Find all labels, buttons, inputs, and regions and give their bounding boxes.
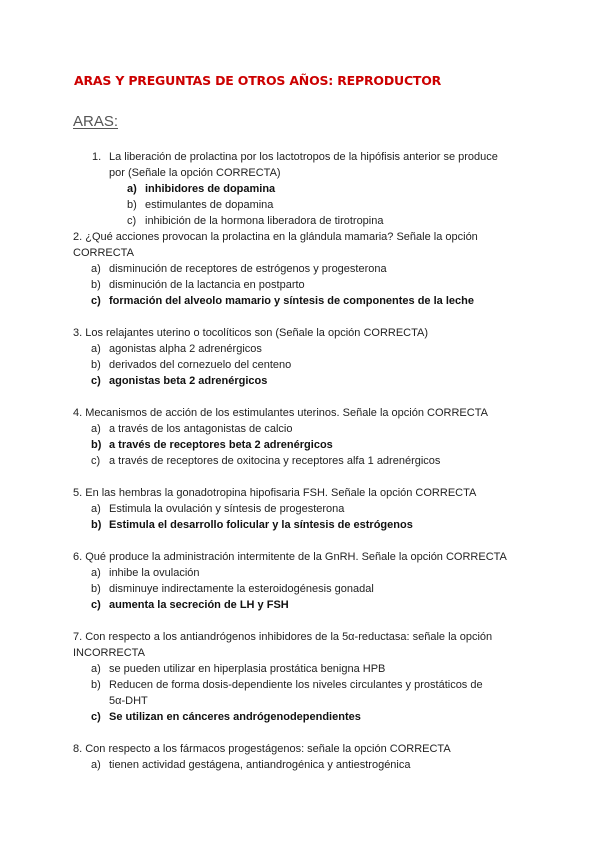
question-text: CORRECTA [73,247,134,259]
question-text: 2. ¿Qué acciones provocan la prolactina en la glándula mamaria? Señale la opción [73,231,478,243]
option-text: inhibición de la hormona liberadora de tirotropina [145,215,384,227]
option-letter: a) [91,663,101,675]
question-4 [73,405,488,421]
option-letter: c) [127,215,137,227]
option-letter: a) [91,423,101,435]
question-5 [73,485,476,501]
option-text: derivados del cornezuelo del centeno [109,359,292,371]
option-letter: c) [91,455,101,467]
question-8 [73,741,451,757]
option-text: estimulantes de dopamina [145,199,274,211]
question-text: La liberación de prolactina por los lactotropos de la hipófisis anterior se produce [109,151,498,163]
option-text: agonistas alpha 2 adrenérgicos [109,343,262,355]
question-text: 5. En las hembras la gonadotropina hipofisaria FSH. Señale la opción CORRECTA [73,487,477,499]
option-letter: b) [91,359,101,371]
option-text: inhibidores de dopamina [145,183,276,195]
option-text: a través de los antagonistas de calcio [109,423,293,435]
option-text: inhibe la ovulación [109,567,200,579]
option-letter: c) [91,599,101,611]
question-text: 6. Qué produce la administración intermitente de la GnRH. Señale la opción CORRECTA [73,551,507,563]
option-letter: a) [127,183,137,195]
option-text: Reducen de forma dosis-dependiente los niveles circulantes y prostáticos de [109,679,483,691]
question-number: 1. [92,151,102,163]
option-letter: c) [91,375,101,387]
option-letter: b) [91,519,102,531]
option-letter: b) [91,583,101,595]
option-letter: b) [91,679,101,691]
option-letter: a) [91,759,101,771]
option-text: se pueden utilizar en hiperplasia prostática benigna HPB [109,663,386,675]
question-text: 4. Mecanismos de acción de los estimulantes uterinos. Señale la opción CORRECTA [73,407,488,419]
question-text: 3. Los relajantes uterino o tocolíticos son (Señale la opción CORRECTA) [73,327,429,339]
option-text: disminuye indirectamente la esteroidogénesis gonadal [109,583,374,595]
option-letter: c) [91,711,101,723]
option-text: Estimula la ovulación y síntesis de progesterona [109,503,345,515]
question-2 [73,229,478,261]
option-letter: a) [91,567,101,579]
question-text: INCORRECTA [73,647,145,659]
option-letter: b) [91,439,102,451]
section-heading: ARAS: [73,113,119,130]
option-text: tienen actividad gestágena, antiandrogénica y antiestrogénica [109,759,411,771]
option-text: a través de receptores beta 2 adrenérgicos [109,439,333,451]
question-3 [73,325,428,341]
option-text: disminución de la lactancia en postparto [109,279,305,291]
option-text: Se utilizan en cánceres andrógenodependientes [109,711,361,723]
option-text: formación del alveolo mamario y síntesis de componentes de la leche [109,295,474,307]
option-letter: a) [91,503,101,515]
option-text: Estimula el desarrollo folicular y la síntesis de estrógenos [109,519,413,531]
document-title: ARAS Y PREGUNTAS DE OTROS AÑOS: REPRODUCTOR [74,73,442,88]
question-text: 8. Con respecto a los fármacos progestágenos: señale la opción CORRECTA [73,743,451,755]
option-text: aumenta la secreción de LH y FSH [109,599,289,611]
question-text: 7. Con respecto a los antiandrógenos inhibidores de la 5α-reductasa: señale la opción [73,631,493,643]
option-letter: b) [127,199,137,211]
option-letter: c) [91,295,101,307]
option-text: disminución de receptores de estrógenos y progesterona [109,263,387,275]
question-6 [73,549,507,565]
question-7 [73,629,492,661]
option-text: agonistas beta 2 adrenérgicos [109,375,268,387]
option-text: 5α-DHT [109,695,148,707]
option-letter: a) [91,263,101,275]
question-text: por (Señale la opción CORRECTA) [109,167,281,179]
option-text: a través de receptores de oxitocina y receptores alfa 1 adrenérgicos [109,455,441,467]
option-letter: b) [91,279,101,291]
option-letter: a) [91,343,101,355]
